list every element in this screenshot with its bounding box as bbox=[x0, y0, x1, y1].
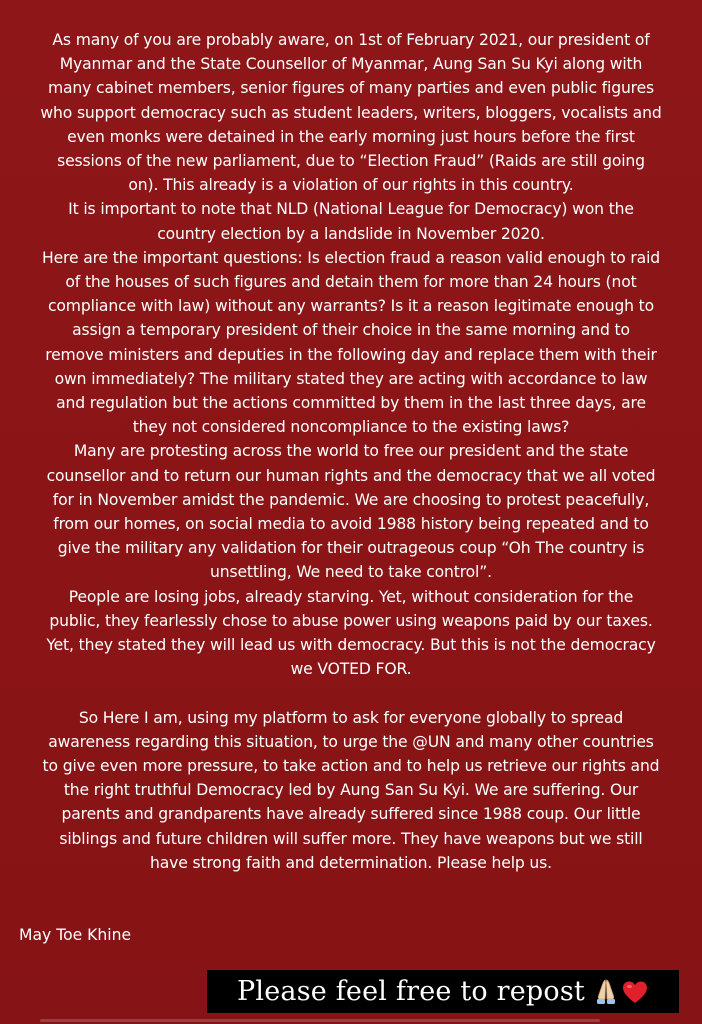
emoji-group bbox=[593, 978, 649, 1006]
statement-line: have strong faith and determination. Please help us. bbox=[150, 853, 552, 872]
statement-text bbox=[14, 28, 688, 875]
statement-line: It is important to note that NLD (National League for Democracy) won the bbox=[68, 200, 634, 219]
repost-banner bbox=[207, 970, 679, 1013]
paragraph-gap bbox=[14, 681, 688, 705]
statement-line: Many are protesting across the world to free our president and the state bbox=[73, 442, 629, 461]
statement-line: assign a temporary president of their choice in the same morning and to bbox=[72, 321, 630, 340]
statement-line: remove ministers and deputies in the following day and replace them with their bbox=[45, 345, 657, 364]
statement-line: awareness regarding this situation, to urge the @UN and many other countries bbox=[48, 732, 654, 751]
statement-line: many cabinet members, senior figures of many parties and even public figures bbox=[47, 79, 655, 98]
statement-line: to give even more pressure, to take action and to help us retrieve our rights and bbox=[42, 757, 660, 776]
statement-line: even monks were detained in the early morning just hours before the first bbox=[67, 127, 635, 146]
red-heart-icon bbox=[621, 979, 649, 1005]
statement-line: parents and grandparents have already suffered since 1988 coup. Our little bbox=[61, 805, 641, 824]
story-progress-line bbox=[40, 1019, 600, 1022]
statement-line: unsettling, We need to take control”. bbox=[210, 563, 492, 582]
statement-line: Yet, they stated they will lead us with democracy. But this is not the democracy bbox=[46, 636, 656, 655]
statement-line: for in November amidst the pandemic. We are choosing to protest peacefully, bbox=[52, 490, 650, 509]
statement-line: we VOTED FOR. bbox=[290, 660, 412, 679]
statement-line: Myanmar and the State Counsellor of Myanmar, Aung San Su Kyi along with bbox=[59, 55, 643, 74]
statement-line: People are losing jobs, already starving. Yet, without consideration for the bbox=[68, 587, 634, 606]
statement-line: counsellor and to return our human rights and the democracy that we all voted bbox=[46, 466, 656, 485]
statement-line: on). This already is a violation of our rights in this country. bbox=[128, 176, 574, 195]
folded-hands-icon bbox=[593, 978, 619, 1006]
statement-line: compliance with law) without any warrants? Is it a reason legitimate enough to bbox=[47, 297, 655, 316]
statement-line: from our homes, on social media to avoid 1988 history being repeated and to bbox=[53, 515, 649, 534]
statement-line: sessions of the new parliament, due to “Election Fraud” (Raids are still going bbox=[57, 152, 645, 171]
statement-line: country election by a landslide in November 2020. bbox=[157, 224, 545, 243]
statement-line: So Here I am, using my platform to ask for everyone globally to spread bbox=[78, 708, 624, 727]
statement-line: the right truthful Democracy led by Aung San Su Kyi. We are suffering. Our bbox=[63, 781, 639, 800]
author-signature: May Toe Khine bbox=[19, 926, 132, 944]
statement-line: give the military any validation for their outrageous coup “Oh The country is bbox=[57, 539, 645, 558]
statement-line: Here are the important questions: Is election fraud a reason valid enough to raid bbox=[42, 248, 660, 267]
repost-text: Please feel free to repost bbox=[237, 976, 585, 1007]
statement-line: of the houses of such figures and detain them for more than 24 hours (not bbox=[65, 273, 637, 292]
statement-paragraph bbox=[14, 706, 688, 875]
statement-line: who support democracy such as student leaders, writers, bloggers, vocalists and bbox=[40, 103, 662, 122]
statement-line: own immediately? The military stated they are acting with accordance to law bbox=[54, 369, 648, 388]
statement-line: siblings and future children will suffer more. They have weapons but we still bbox=[59, 829, 643, 848]
statement-line: they not considered noncompliance to the existing laws? bbox=[132, 418, 570, 437]
statement-line: and regulation but the actions committed by them in the last three days, are bbox=[56, 394, 646, 413]
statement-line: public, they fearlessly chose to abuse power using weapons paid by our taxes. bbox=[49, 611, 653, 630]
statement-line: As many of you are probably aware, on 1st of February 2021, our president of bbox=[52, 31, 650, 49]
statement-paragraph bbox=[14, 28, 688, 681]
